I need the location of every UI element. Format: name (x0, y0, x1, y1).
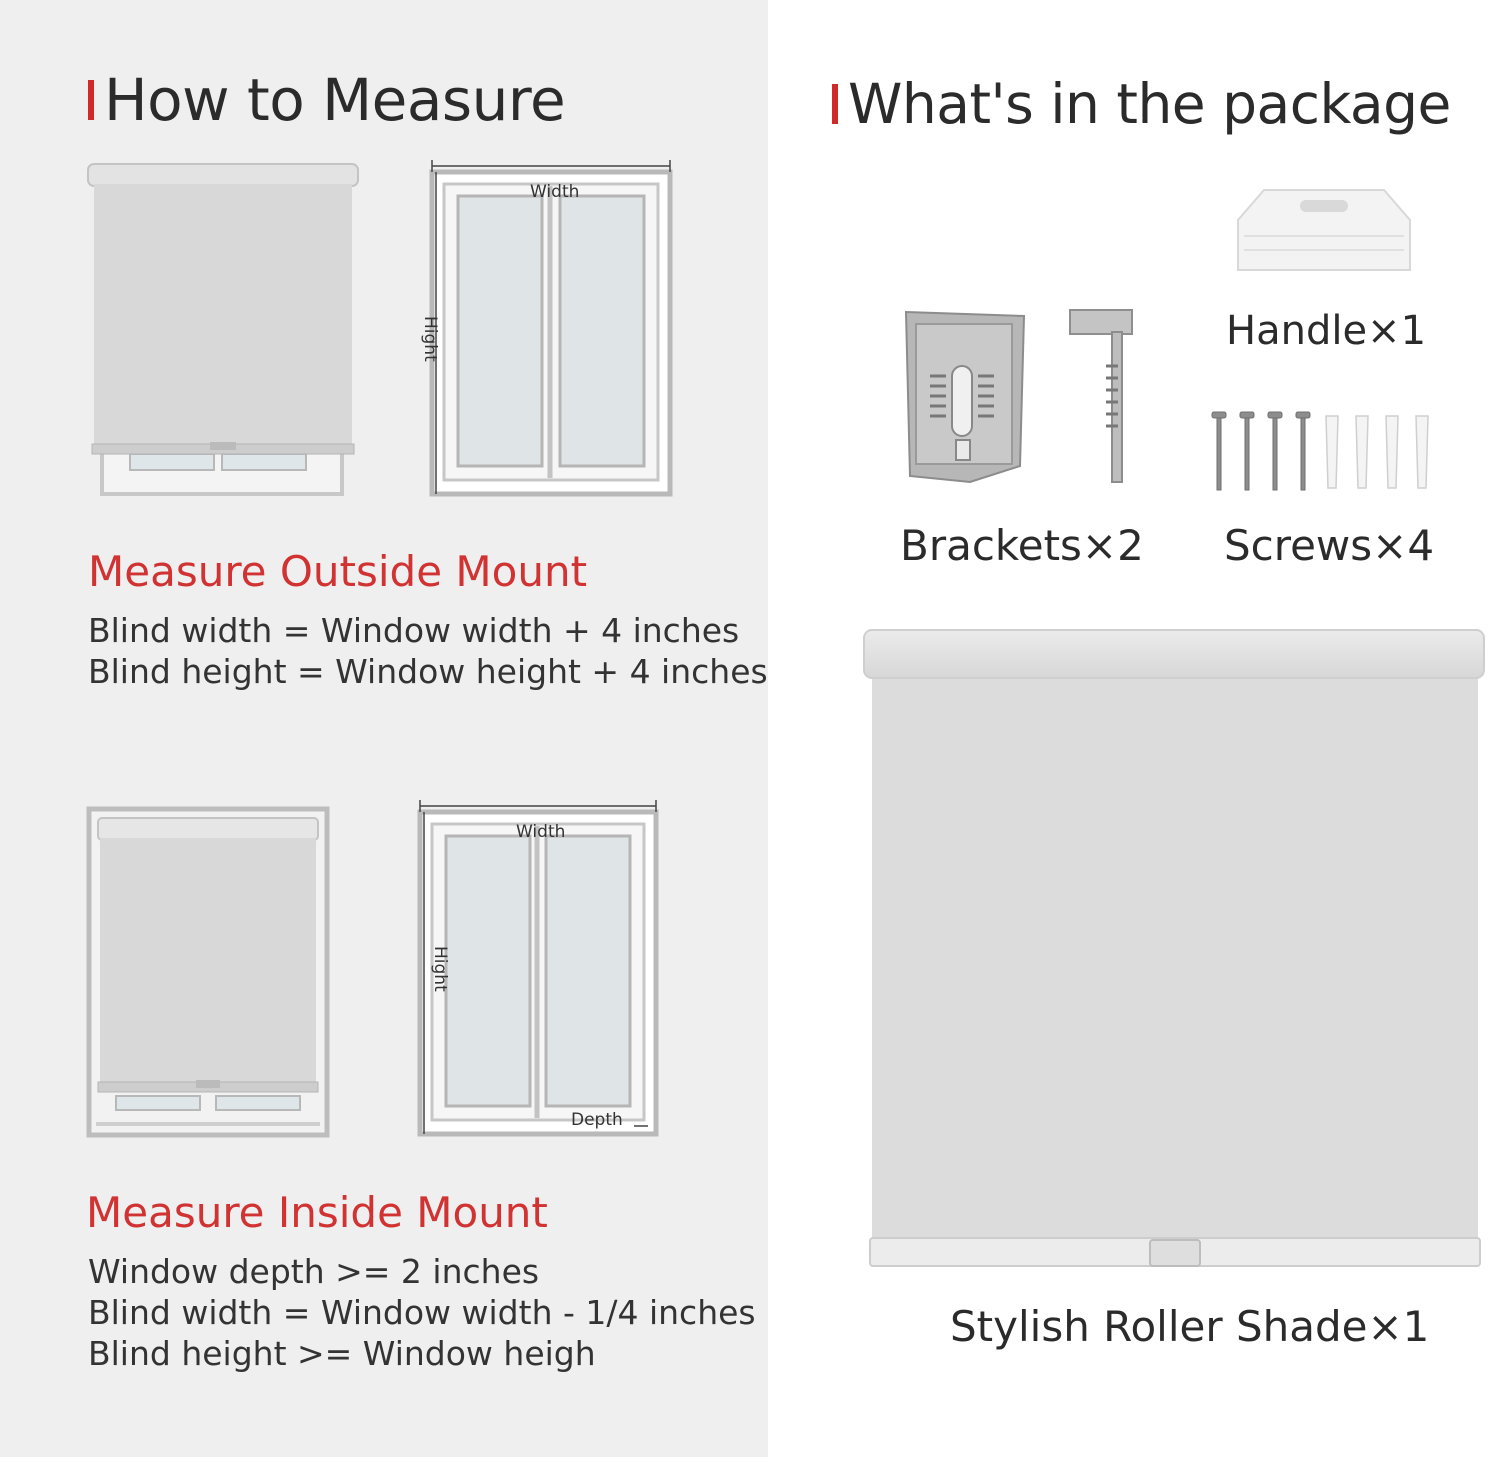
outside-height-label: Hight (420, 316, 440, 362)
screws-caption: Screws×4 (1224, 521, 1435, 570)
outside-width-label: Width (530, 182, 580, 202)
inside-depth-label: Depth (571, 1110, 623, 1130)
accent-bar (88, 80, 94, 120)
outside-mount-line-2: Blind height = Window height + 4 inches (88, 652, 768, 691)
handle-illustration (1234, 184, 1414, 278)
package-title (832, 72, 1451, 136)
inside-mount-window-illustration (416, 804, 662, 1138)
roller-shade-illustration (862, 628, 1486, 1272)
bracket-side-illustration (1066, 306, 1136, 488)
bracket-front-illustration (900, 306, 1030, 486)
outside-mount-window-illustration (428, 164, 676, 498)
handle-caption: Handle×1 (1226, 308, 1427, 354)
accent-bar (832, 84, 838, 124)
how-to-measure-title (88, 66, 565, 134)
package-title-text: What's in the package (848, 72, 1451, 136)
inside-height-label: Hight (430, 946, 450, 992)
outside-mount-shade-illustration (86, 160, 366, 500)
screws-illustration (1210, 410, 1438, 494)
outside-mount-heading: Measure Outside Mount (88, 547, 588, 596)
inside-mount-heading: Measure Inside Mount (86, 1188, 548, 1237)
inside-mount-line-2: Blind width = Window width - 1/4 inches (88, 1293, 756, 1332)
inside-mount-line-1: Window depth >= 2 inches (88, 1252, 540, 1291)
roller-shade-caption: Stylish Roller Shade×1 (950, 1302, 1430, 1351)
inside-mount-shade-illustration (86, 806, 330, 1138)
how-to-measure-title-text: How to Measure (104, 66, 566, 134)
outside-mount-line-1: Blind width = Window width + 4 inches (88, 611, 740, 650)
brackets-caption: Brackets×2 (900, 521, 1144, 570)
inside-mount-line-3: Blind height >= Window heigh (88, 1334, 596, 1373)
inside-width-label: Width (516, 822, 566, 842)
